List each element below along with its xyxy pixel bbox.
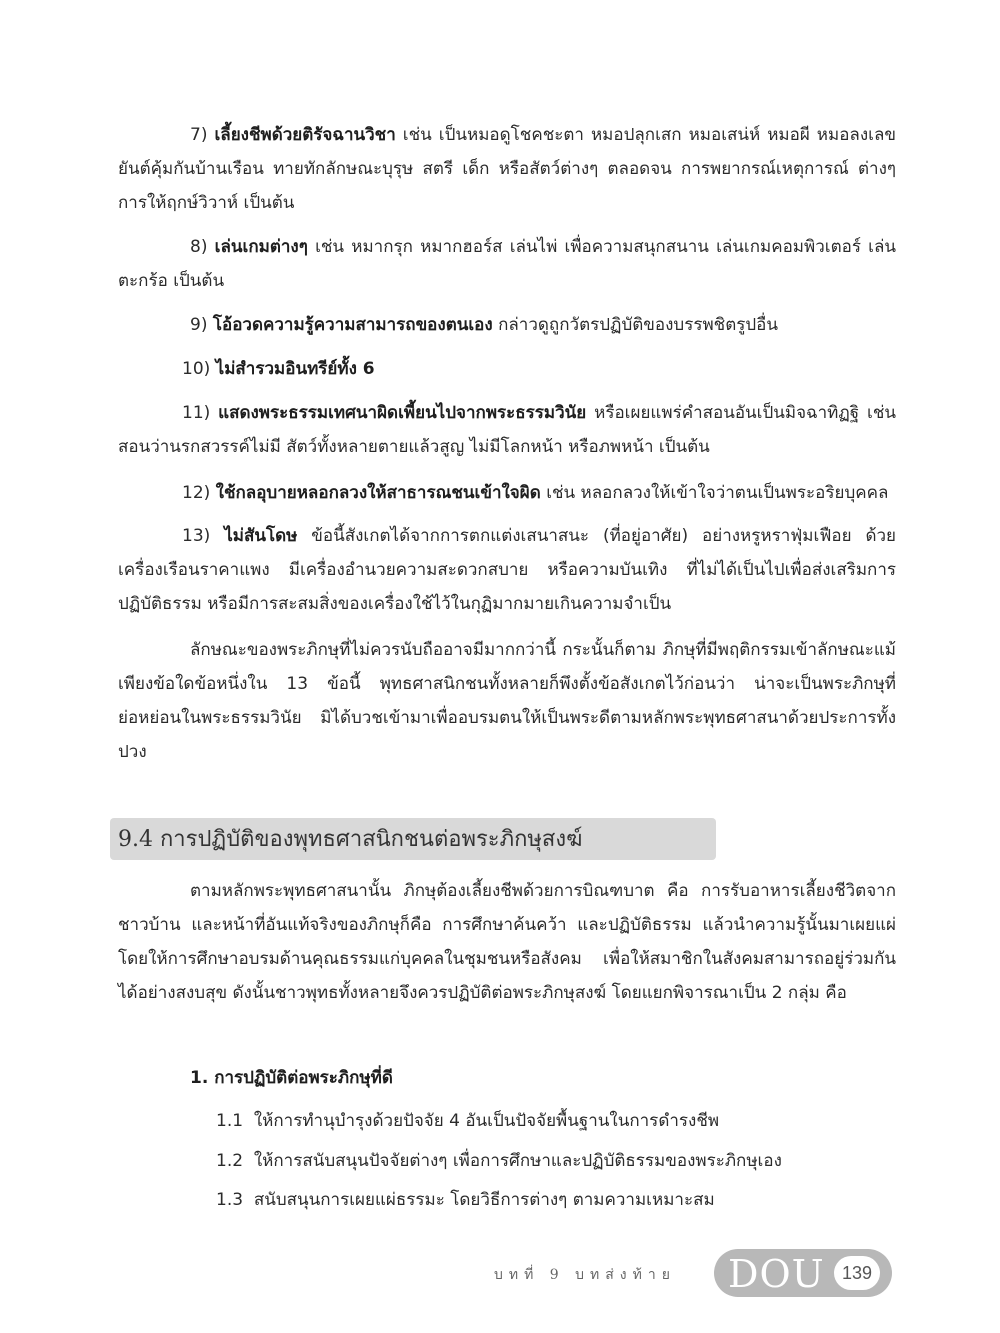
item-text: เช่น หลอกลวงให้เข้าใจว่าตนเป็นพระอริยบุคคล xyxy=(546,483,889,503)
item-number: 7) xyxy=(190,125,208,145)
sub-item-text: สนับสนุนการเผยแผ่ธรรมะ โดยวิธีการต่างๆ ตามความเหมาะสม xyxy=(253,1190,715,1210)
list-item xyxy=(182,352,375,386)
sub-list-item xyxy=(216,1183,715,1217)
item-number: 12) xyxy=(182,483,211,503)
list-item xyxy=(190,308,778,342)
item-number: 13) xyxy=(182,526,211,546)
item-number: 11) xyxy=(182,403,211,423)
item-title: ใช้กลอุบายหลอกลวงให้สาธารณชนเข้าใจผิด xyxy=(215,483,541,503)
footer-chapter-label: บทที่ 9 บทส่งท้าย xyxy=(494,1267,676,1283)
item-text: ข้อนี้สังเกตได้จากการตกแต่งเสนาสนะ (ที่อยู่อาศัย) อย่างหรูหราฟุ่มเฟือย ด้วยเครื่องเรือนราคาแพง มีเครื่องอำนวยความสะดวกสบาย หรือความบันเทิง ที่ไม่ได้เป็นไปเพื่อส่งเสริมการปฏิบัติธรรม หรือมีการสะสมสิ่งของเครื่องใช้ไว้ในกุฏิมากมายเกินความจำเป็น xyxy=(118,526,897,614)
sub-item-text: ให้การสนับสนุนปัจจัยต่างๆ เพื่อการศึกษาและปฏิบัติธรรมของพระภิกษุเอง xyxy=(253,1151,782,1171)
item-text: เช่น เป็นหมอดูโชคชะตา หมอปลุกเสก หมอเสน่ห์ หมอผี หมอลงเลขยันต์คุ้มกันบ้านเรือน ทายทักลักษณะบุรุษ สตรี เด็ก หรือสัตว์ต่างๆ ตลอดจน การพยากรณ์เหตุการณ์ ต่างๆ การให้ฤกษ์วิวาห์ เป็นต้น xyxy=(118,125,896,213)
item-text: กล่าวดูถูกวัตรปฏิบัติของบรรพชิตรูปอื่น xyxy=(498,315,778,335)
sub-item-text: ให้การทำนุบำรุงด้วยปัจจัย 4 อันเป็นปัจจัยพื้นฐานในการดำรงชีพ xyxy=(253,1111,720,1131)
item-number: 10) xyxy=(182,359,211,379)
item-title: เลี้ยงชีพด้วยติรัจฉานวิชา xyxy=(214,125,396,145)
list-item xyxy=(118,230,896,298)
sub-item-number: 1.3 xyxy=(216,1190,244,1210)
item-title: เล่นเกมต่างๆ xyxy=(214,237,308,257)
sub-list-item xyxy=(216,1144,782,1178)
footer-logo: DOU xyxy=(728,1252,825,1296)
list-item xyxy=(118,118,896,220)
sub-item-number: 1.1 xyxy=(216,1111,244,1131)
item-number: 9) xyxy=(190,315,208,335)
section-intro: ตามหลักพระพุทธศาสนานั้น ภิกษุต้องเลี้ยงชีพด้วยการบิณฑบาต คือ การรับอาหารเลี้ยงชีวิตจากชาวบ้าน และหน้าที่อันแท้จริงของภิกษุก็คือ การศึกษาค้นคว้า และปฏิบัติธรรม แล้วนำความรู้นั้นมาเผยแผ่ โดยให้การศึกษาอบรมด้านคุณธรรมแก่บุคคลในชุมชนหรือสังคม เพื่อให้สมาชิกในสังคมสามารถอยู่ร่วมกันได้อย่างสงบสุข ดังนั้นชาวพุทธทั้งหลายจึงควรปฏิบัติต่อพระภิกษุสงฆ์ โดยแยกพิจารณาเป็น 2 กลุ่ม คือ xyxy=(118,881,896,1003)
sub-item-number: 1.2 xyxy=(216,1151,244,1171)
item-text: เช่น หมากรุก หมากฮอร์ส เล่นไพ่ เพื่อความสนุกสนาน เล่นเกมคอมพิวเตอร์ เล่นตะกร้อ เป็นต้น xyxy=(118,237,897,291)
page-number: 139 xyxy=(834,1256,880,1290)
item-title: ไม่สำรวมอินทรีย์ทั้ง 6 xyxy=(215,359,375,379)
subheading: 1. การปฏิบัติต่อพระภิกษุที่ดี xyxy=(190,1068,393,1088)
list-item xyxy=(182,476,888,510)
summary-paragraph: ลักษณะของพระภิกษุที่ไม่ควรนับถืออาจมีมากกว่านี้ กระนั้นก็ตาม ภิกษุที่มีพฤติกรรมเข้าลักษณะแม้เพียงข้อใดข้อหนึ่งใน 13 ข้อนี้ พุทธศาสนิกชนทั้งหลายก็พึงตั้งข้อสังเกตไว้ก่อนว่า น่าจะเป็นพระภิกษุที่ย่อหย่อนในพระธรรมวินัย มิได้บวชเข้ามาเพื่ออบรมตนให้เป็นพระดีตามหลักพระพุทธศาสนาด้วยประการทั้งปวง xyxy=(118,640,896,762)
item-number: 8) xyxy=(190,237,208,257)
item-text: หรือเผยแพร่คำสอนอันเป็นมิจฉาทิฏฐิ เช่น สอนว่านรกสวรรค์ไม่มี สัตว์ทั้งหลายตายแล้วสูญ ไม่มีโลกหน้า หรือภพหน้า เป็นต้น xyxy=(118,403,896,457)
sub-list-item xyxy=(216,1104,719,1138)
item-title: โอ้อวดความรู้ความสามารถของตนเอง xyxy=(212,315,493,335)
item-title: ไม่สันโดษ xyxy=(224,526,298,546)
section-title: 9.4 การปฏิบัติของพุทธศาสนิกชนต่อพระภิกษุสงฆ์ xyxy=(118,827,583,852)
list-item xyxy=(118,396,896,464)
item-title: แสดงพระธรรมเทศนาผิดเพี้ยนไปจากพระธรรมวินัย xyxy=(218,403,587,423)
list-item xyxy=(118,519,896,621)
